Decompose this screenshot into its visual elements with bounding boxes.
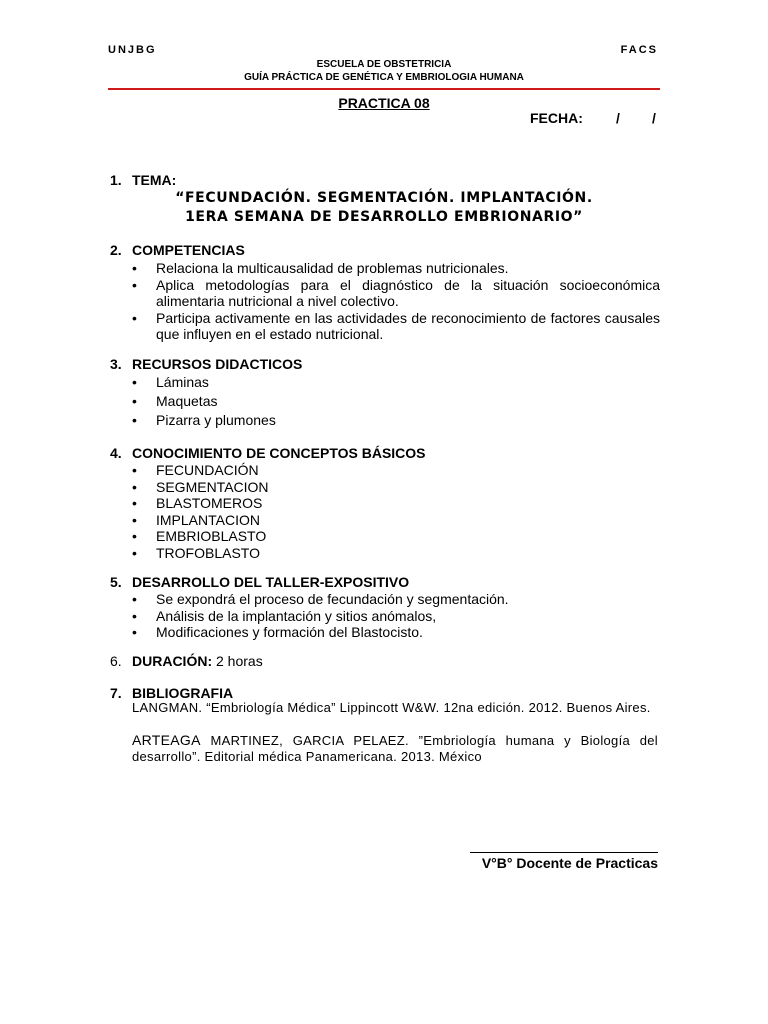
section-desarrollo-heading: [110, 574, 409, 590]
list-item: • Se expondrá el proceso de fecundación y segmentación.: [132, 591, 660, 608]
tema-line-1: “FECUNDACIÓN. SEGMENTACIÓN. IMPLANTACIÓN.: [175, 190, 593, 206]
list-item: • Relaciona la multicausalidad de problemas nutricionales.: [132, 260, 660, 277]
section-number: 3.: [110, 356, 122, 372]
section-number: 4.: [110, 445, 122, 461]
section-number: 2.: [110, 242, 122, 258]
section-tema-heading: [110, 172, 176, 188]
date-sep-1: /: [616, 110, 620, 126]
list-item: • IMPLANTACION: [132, 512, 660, 529]
recursos-list: [132, 373, 660, 430]
section-title: DURACIÓN:: [132, 653, 213, 669]
page-title: PRACTICA 08: [338, 95, 430, 111]
header-right: FACS: [620, 44, 658, 56]
section-bibliografia-heading: [110, 685, 233, 701]
list-item: • BLASTOMEROS: [132, 495, 660, 512]
section-title: CONOCIMIENTO DE CONCEPTOS BÁSICOS: [132, 445, 426, 461]
section-number: 1.: [110, 172, 122, 188]
list-item: • Modificaciones y formación del Blastocisto.: [132, 624, 660, 641]
section-number: 6.: [110, 653, 122, 669]
section-title: RECURSOS DIDACTICOS: [132, 356, 303, 372]
bibliography-ref-1: LANGMAN. “Embriología Médica” Lippincott W&W. 12na edición. 2012. Buenos Aires.: [132, 700, 651, 715]
competencias-list: [132, 260, 660, 343]
signature-line: [470, 852, 658, 853]
section-recursos-heading: [110, 356, 302, 372]
tema-line-2: 1ERA SEMANA DE DESARROLLO EMBRIONARIO”: [185, 209, 583, 225]
list-item: • Láminas: [132, 373, 660, 392]
list-item: • SEGMENTACION: [132, 479, 660, 496]
section-title: BIBLIOGRAFIA: [132, 685, 234, 701]
list-item: • Análisis de la implantación y sitios anómalos,: [132, 608, 660, 625]
list-item: • Participa activamente en las actividades de reconocimiento de factores causales que influyen en el estado nutricional.: [132, 310, 660, 343]
section-competencias-heading: [110, 242, 245, 258]
school-name: ESCUELA DE OBSTETRICIA: [316, 59, 452, 70]
list-item: • Maquetas: [132, 392, 660, 411]
date-sep-2: /: [652, 110, 656, 126]
list-item: • EMBRIOBLASTO: [132, 528, 660, 545]
duracion-value: 2 horas: [216, 653, 263, 669]
section-title: DESARROLLO DEL TALLER-EXPOSITIVO: [132, 574, 410, 590]
signature-label: V°B° Docente de Practicas: [481, 855, 658, 871]
section-title: COMPETENCIAS: [132, 242, 245, 258]
section-duracion: [110, 653, 263, 669]
ref-author: ARTEAGA: [132, 732, 201, 748]
date-label: FECHA:: [530, 110, 583, 126]
guide-title: GUÍA PRÁCTICA DE GENÉTICA Y EMBRIOLOGIA HUMANA: [244, 72, 524, 83]
conocimiento-list: [132, 462, 660, 561]
ref-details: MARTINEZ, GARCIA PELAEZ. ”Embriología humana y Biología del desarrollo”. Editorial médica Panamericana. 2013. México: [132, 733, 658, 764]
section-number: 7.: [110, 685, 122, 701]
list-item: • Aplica metodologías para el diagnóstico de la situación socioeconómica alimentaria nutricional a nivel colectivo.: [132, 277, 660, 310]
list-item: • TROFOBLASTO: [132, 545, 660, 562]
bibliography-ref-2: [132, 732, 658, 765]
header-divider: [108, 88, 660, 90]
section-title: TEMA:: [132, 172, 177, 188]
section-conocimiento-heading: [110, 445, 426, 461]
list-item: • Pizarra y plumones: [132, 411, 660, 430]
header-left: UNJBG: [108, 44, 157, 56]
section-number: 5.: [110, 574, 122, 590]
list-item: • FECUNDACIÓN: [132, 462, 660, 479]
desarrollo-list: [132, 591, 660, 641]
